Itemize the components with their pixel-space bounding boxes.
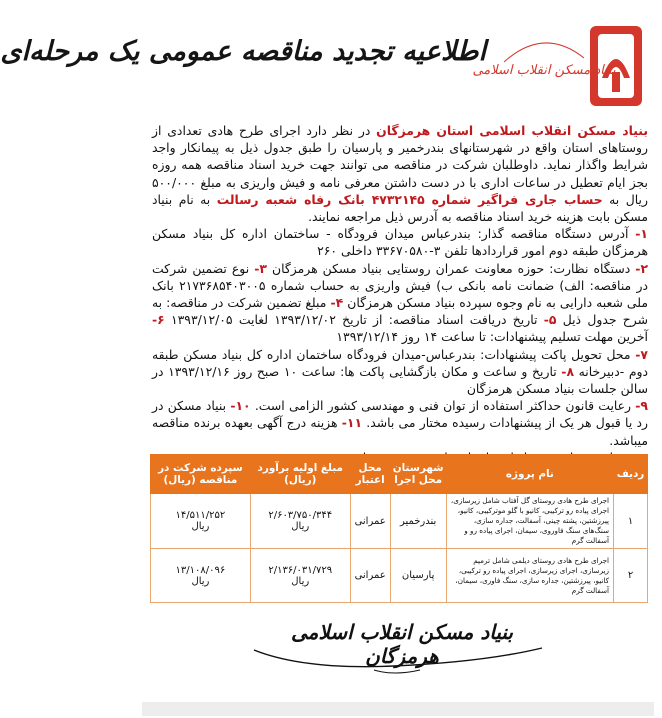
project-description: اجرای طرح هادی روستای گل آفتاب شامل زیرسازی، اجرای پیاده رو ترکیبی، کانیو با گلو موترکیبی، کانیو، پیرزشتین، پشته چینی، آسفالت، جداره سازی، سنگ‌های سنگ فاوروی، سیمان، اجرای پیاده رو و آسفالت گرم (446, 494, 613, 549)
projects-table (150, 454, 648, 603)
header-deposit: سپرده شرکت در مناقصه (ریال) (151, 455, 251, 494)
fund-source: عمرانی (350, 494, 390, 549)
bonyad-maskan-logo (472, 18, 648, 114)
page-title: اطلاعیه تجدید مناقصه عمومی یک مرحله‌ای (0, 36, 486, 67)
notice-body (152, 122, 648, 466)
project-city: پارسیان (390, 549, 446, 603)
table-header-row (151, 455, 648, 494)
header-row-number: ردیف (614, 455, 648, 494)
project-description: اجرای طرح هادی روستای دیلمی شامل ترمیم زیرسازی، اجرای زیرسازی، اجرای پیاده رو ترکیبی، کانیو، پیرزشتین، جداره سازی، سنگ فاوری، سیمان، آسفالت گرم (446, 549, 613, 603)
intro-paragraph: بنیاد مسکن انقلاب اسلامی استان هرمزگان در نظر دارد اجرای طرح هادی تعدادی از روستاهای استان واقع در شهرستانهای بندرخمیر و پارسیان را طبق جدول ذیل به پیمانکار واجد شرایط واگذار نماید. داوطلبان شرکت در مناقصه می توانند جهت خرید اسناد مناقصه همه روزه بجز ایام تعطیل در ساعات اداری با در دست داشتن معرفی نامه و فیش واریزی به مبلغ ۵۰۰/۰۰۰ ریال به حساب جاری فراگیر شماره ۴۷۳۲۱۴۵ بانک رفاه شعبه رسالت به نام بنیاد مسکن بابت هزینه خرید اسناد مناقصه به آدرس ذیل مراجعه نمایند. (152, 123, 648, 225)
project-city: بندرخمیر (390, 494, 446, 549)
notice-items: ۱- آدرس دستگاه مناقصه گذار: بندرعباس میدان فرودگاه - ساختمان اداره کل بنیاد مسکن هرمزگان طبقه دوم امور قراردادها تلفن ۳-۳۳۶۷۰۵۸۰ داخلی ۲۶۰ ۲- دستگاه نظارت: حوزه معاونت عمران روستایی بنیاد مسکن هرمزگان ۳- نوع تضمین شرکت در مناقصه: الف) ضمانت نامه بانکی ب) فیش واریزی به حساب شماره ۲۱۷۳۶۸۵۴۰۳۰۰۵ بانک ملی شعبه دارایی به نام وجوه سپرده بنیاد مسکن هرمزگان ۴- مبلغ تضمین شرکت در مناقصه: به شرح جدول ذیل ۵- تاریخ دریافت اسناد مناقصه: از تاریخ ۱۳۹۳/۱۲/۰۲ لغایت ۱۳۹۳/۱۲/۰۵ ۶- آخرین مهلت تسلیم پیشنهادات: تا ساعت ۱۴ روز ۱۳۹۳/۱۲/۱۴ ۷- محل تحویل پاکت پیشنهادات: بندرعباس-میدان فرودگاه ساختمان اداره کل بنیاد مسکن طبقه دوم -دبیرخانه ۸- تاریخ و ساعت و مکان بازگشایی پاکت ها: ساعت ۱۰ صبح روز ۱۳۹۳/۱۲/۱۶ در سالن جلسات بنیاد مسکن هرمزگان ۹- رعایت قانون حداکثر استفاده از توان فنی و مهندسی کشور الزامی است. ۱۰- بنیاد مسکن در رد یا قبول هر یک از پیشنهادات رسیده مختار می باشد. ۱۱- هزینه درج آگهی بعهده برنده مناقصه میباشد. (152, 226, 649, 448)
organization-name: بنیاد مسکن انقلاب اسلامی استان هرمزگان (376, 123, 648, 138)
table-row (151, 549, 648, 603)
table-row (151, 494, 648, 549)
header-fund-source: محل اعتبار (350, 455, 390, 494)
deposit-cell: ۱۳/۱۰۸/۰۹۶ ریال (151, 549, 251, 603)
svg-text:بنیاد مسکن انقلاب اسلامی: بنیاد مسکن انقلاب اسلامی (472, 63, 616, 78)
header (0, 18, 654, 118)
estimate-cell: ۲/۱۳۶/۰۳۱/۷۲۹ ریال (250, 549, 350, 603)
footer-signature: بنیاد مسکن انقلاب اسلامی هرمزگان (291, 620, 513, 668)
footer-bar (142, 702, 654, 716)
deposit-cell: ۱۴/۵۱۱/۲۵۲ ریال (151, 494, 251, 549)
header-estimate: مبلغ اولیه برآورد (ریال) (250, 455, 350, 494)
row-number: ۱ (614, 494, 648, 549)
account-info: حساب جاری فراگیر شماره ۴۷۳۲۱۴۵ بانک رفاه شعبه رسالت (216, 191, 603, 207)
fund-source: عمرانی (350, 549, 390, 603)
row-number: ۲ (614, 549, 648, 603)
signature-flourish (244, 640, 552, 680)
estimate-cell: ۲/۶۰۳/۷۵۰/۳۴۴ ریال (250, 494, 350, 549)
header-city: شهرستان محل اجرا (390, 455, 446, 494)
header-project-name: نام پروژه (446, 455, 613, 494)
